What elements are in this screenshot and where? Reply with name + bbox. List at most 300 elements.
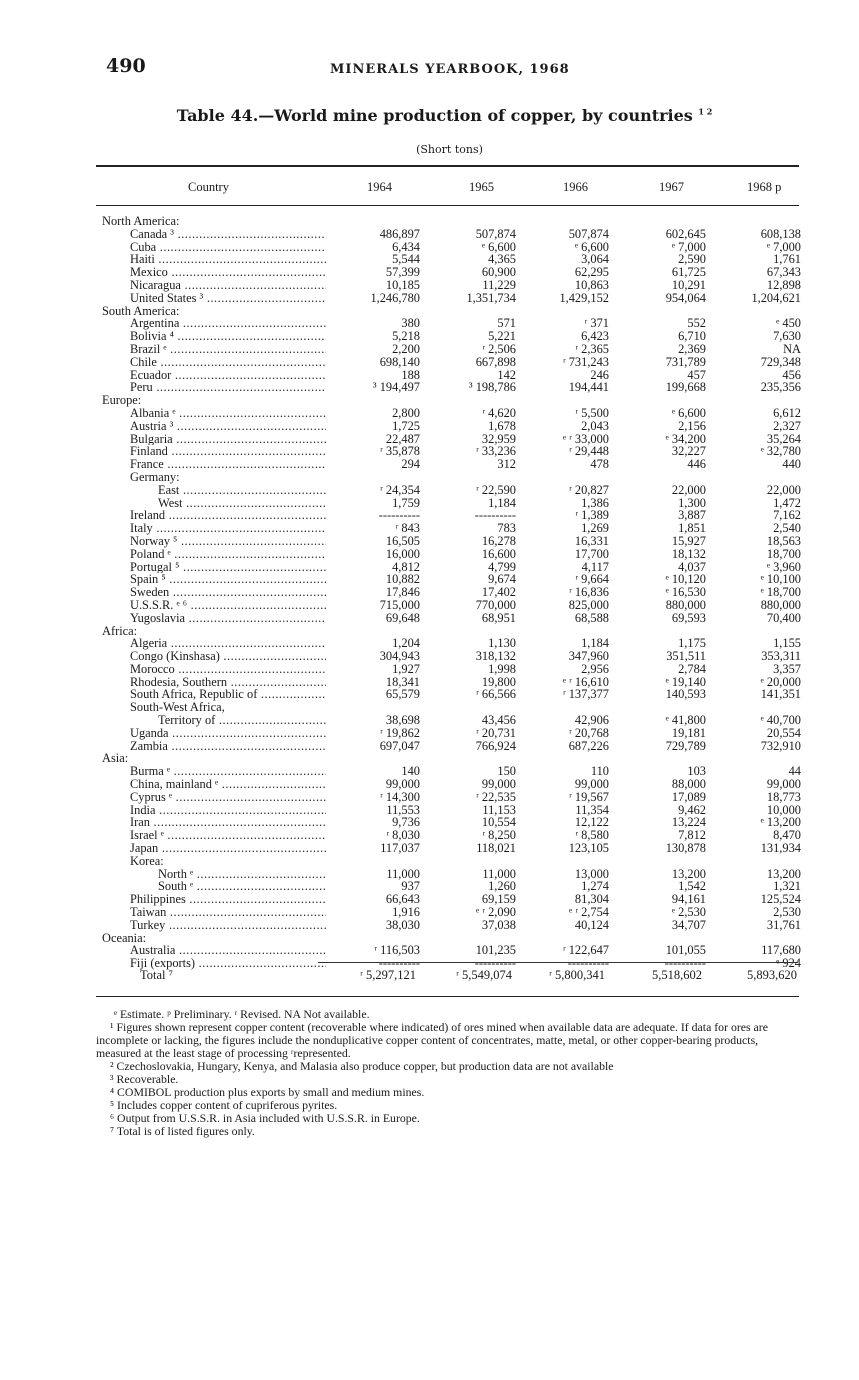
- cell-1968p: ᵉ 13,200: [760, 815, 801, 830]
- row-label: South-West Africa,: [130, 700, 225, 715]
- cell-1964: 1,927: [392, 661, 420, 676]
- table-title: [0, 106, 859, 125]
- cell-1968p: 1,155: [773, 636, 801, 651]
- table-row: [0, 305, 859, 318]
- cell-1966: 2,956: [581, 661, 609, 676]
- cell-1966: 1,274: [581, 879, 609, 894]
- row-label: Ireland .....: [130, 509, 326, 522]
- cell-1966: ᵉ ʳ 33,000: [562, 431, 609, 446]
- cell-1965: ʳ 33,236: [476, 444, 516, 459]
- total-1964: ʳ 5,297,121: [360, 968, 416, 982]
- cell-1965: 1,184: [488, 495, 516, 510]
- row-label: Australia .....: [130, 944, 326, 957]
- total-dash-line: [318, 962, 798, 964]
- row-label: Germany:: [130, 469, 180, 484]
- cell-1966: 687,226: [568, 738, 609, 753]
- cell-1966: 40,124: [574, 917, 609, 932]
- cell-1968p: 12,898: [766, 277, 801, 292]
- cell-1967: 2,156: [678, 418, 706, 433]
- cell-1965: ʳ 2,506: [482, 341, 516, 356]
- cell-1964: 16,505: [385, 533, 420, 548]
- cell-1967: 13,200: [671, 866, 706, 881]
- cell-1964: 117,037: [380, 841, 420, 856]
- cell-1965: 19,800: [481, 674, 516, 689]
- cell-1965: 43,456: [481, 713, 516, 728]
- cell-1967: 140,593: [665, 687, 706, 702]
- cell-1966: ʳ 29,448: [569, 444, 609, 459]
- cell-1964: 937: [401, 879, 420, 894]
- cell-1967: 1,175: [678, 636, 706, 651]
- footnote-3: ³ Recoverable.: [110, 1072, 179, 1086]
- row-label: Congo (Kinshasa) .....: [130, 650, 326, 663]
- cell-1965: 1,351,734: [466, 290, 516, 305]
- cell-1965: 68,951: [481, 610, 516, 625]
- table-row: [0, 330, 859, 343]
- cell-1964: 11,553: [386, 802, 420, 817]
- cell-1966: ʳ 2,365: [575, 341, 609, 356]
- cell-1965: 32,959: [481, 431, 516, 446]
- column-header-country: Country: [188, 180, 229, 194]
- cell-1967: ᵉ 41,800: [665, 713, 706, 728]
- cell-1968p: ᵉ 32,780: [760, 444, 801, 459]
- cell-1968p: 2,530: [773, 905, 801, 920]
- row-label: Spain ⁵ .....: [130, 573, 326, 586]
- cell-1964: 2,800: [392, 405, 420, 420]
- table-row: [0, 612, 859, 625]
- table-row: [0, 573, 859, 586]
- cell-1964: 18,341: [385, 674, 420, 689]
- row-label: Ecuador .....: [130, 369, 326, 382]
- cell-1966: ʳ 137,377: [562, 687, 609, 702]
- cell-1965: 4,799: [488, 559, 516, 574]
- row-label: Rhodesia, Southern .....: [130, 676, 326, 689]
- cell-1965: 11,229: [482, 277, 516, 292]
- cell-1967: 13,224: [671, 815, 706, 830]
- cell-1967: 880,000: [665, 597, 706, 612]
- table-row: [0, 906, 859, 919]
- row-label: Peru .....: [130, 381, 326, 394]
- table-row: [0, 650, 859, 663]
- cell-1964: 2,200: [392, 341, 420, 356]
- cell-1964: 5,218: [392, 329, 420, 344]
- cell-1966: ʳ 731,243: [562, 354, 609, 369]
- cell-1967: 4,037: [678, 559, 706, 574]
- cell-1965: 17,402: [481, 585, 516, 600]
- table-row: [0, 343, 859, 356]
- table-row: [0, 880, 859, 893]
- cell-1968p: 20,554: [766, 725, 801, 740]
- row-label: India .....: [130, 804, 326, 817]
- cell-1964: 22,487: [385, 431, 420, 446]
- table-row: [0, 484, 859, 497]
- cell-1964: 380: [401, 316, 420, 331]
- cell-1965: ᵉ 6,600: [481, 239, 516, 254]
- cell-1966: 3,064: [581, 252, 609, 267]
- cell-1964: ³ 194,497: [372, 380, 420, 395]
- footnote-5: ⁵ Includes copper content of cupriferous pyrites.: [110, 1098, 338, 1112]
- row-label: Nicaragua .....: [130, 279, 326, 292]
- cell-1965: ³ 198,786: [468, 380, 516, 395]
- cell-1967: 7,812: [678, 828, 706, 843]
- column-header-1966: 1966: [563, 180, 588, 194]
- cell-1965: 507,874: [475, 226, 516, 241]
- cell-1964: 16,000: [385, 546, 420, 561]
- cell-1965: 9,674: [488, 572, 516, 587]
- cell-1967: 446: [687, 457, 706, 472]
- row-label: Fiji (exports) .....: [130, 957, 326, 970]
- table-row: [0, 228, 859, 241]
- cell-1965: 10,554: [481, 815, 516, 830]
- cell-1968p: 18,563: [766, 533, 801, 548]
- cell-1966: ʳ 20,768: [569, 725, 609, 740]
- row-label: Burma ᵉ .....: [130, 765, 326, 778]
- cell-1965: 571: [497, 316, 516, 331]
- table-row: [0, 944, 859, 957]
- cell-1968p: 99,000: [766, 777, 801, 792]
- cell-1965: ʳ 4,620: [482, 405, 516, 420]
- cell-1968p: 18,700: [766, 546, 801, 561]
- cell-1965: 667,898: [475, 354, 516, 369]
- cell-1968p: 117,680: [761, 943, 801, 958]
- cell-1968p: 456: [782, 367, 801, 382]
- cell-1968p: 1,204,621: [751, 290, 801, 305]
- table-row: [0, 317, 859, 330]
- table-row: [0, 842, 859, 855]
- footnote-2: ² Czechoslovakia, Hungary, Kenya, and Malasia also produce copper, but production data are not available: [110, 1059, 614, 1073]
- cell-1965: 11,153: [482, 802, 516, 817]
- table-row: [0, 458, 859, 471]
- cell-1964: ʳ 8,030: [386, 828, 420, 843]
- cell-1967: ᵉ 16,530: [665, 585, 706, 600]
- cell-1968p: 31,761: [766, 917, 801, 932]
- cell-1964: 304,943: [379, 649, 420, 664]
- row-label: Zambia .....: [130, 740, 326, 753]
- row-label: Taiwan .....: [130, 906, 326, 919]
- cell-1964: 17,846: [385, 585, 420, 600]
- table-row: [0, 369, 859, 382]
- table-row: [0, 253, 859, 266]
- row-label: Uganda .....: [130, 727, 326, 740]
- cell-1966: ʳ 371: [584, 316, 609, 331]
- cell-1966: 1,429,152: [559, 290, 609, 305]
- cell-1965: 16,600: [481, 546, 516, 561]
- cell-1966: 11,354: [575, 802, 609, 817]
- table-row: [0, 765, 859, 778]
- cell-1967: 69,593: [671, 610, 706, 625]
- cell-1966: 246: [590, 367, 609, 382]
- cell-1966: 123,105: [568, 841, 609, 856]
- cell-1966: 6,423: [581, 329, 609, 344]
- table-top-rule: [96, 165, 799, 167]
- cell-1965: 142: [497, 367, 516, 382]
- table-row: [0, 292, 859, 305]
- cell-1966: ʳ 1,389: [575, 508, 609, 523]
- row-label: Philippines .....: [130, 893, 326, 906]
- cell-1964: 294: [401, 457, 420, 472]
- total-1966: ʳ 5,800,341: [549, 968, 605, 982]
- cell-1964: 4,812: [392, 559, 420, 574]
- table-row: [0, 420, 859, 433]
- cell-1968p: 3,357: [773, 661, 801, 676]
- running-head: MINERALS YEARBOOK, 1968: [330, 62, 570, 77]
- cell-1965: 101,235: [475, 943, 516, 958]
- table-row: [0, 804, 859, 817]
- cell-1967: 954,064: [665, 290, 706, 305]
- cell-1964: 57,399: [385, 265, 420, 280]
- row-label: Finland .....: [130, 445, 326, 458]
- cell-1964: ʳ 19,862: [380, 725, 420, 740]
- table-header: [96, 172, 799, 206]
- cell-1966: 2,043: [581, 418, 609, 433]
- cell-1967: 15,927: [671, 533, 706, 548]
- cell-1968p: 7,630: [773, 329, 801, 344]
- table-row: [0, 778, 859, 791]
- cell-1965: ʳ 20,731: [476, 725, 516, 740]
- cell-1966: 81,304: [574, 892, 609, 907]
- cell-1968p: 1,761: [773, 252, 801, 267]
- cell-1967: 729,789: [665, 738, 706, 753]
- cell-1964: 66,643: [385, 892, 420, 907]
- table-row: [0, 471, 859, 484]
- cell-1964: 1,916: [392, 905, 420, 920]
- cell-1967: 2,369: [678, 341, 706, 356]
- row-label: Canada ³ .....: [130, 228, 326, 241]
- row-label: West .....: [158, 497, 326, 510]
- cell-1968p: 35,264: [766, 431, 801, 446]
- cell-1965: 16,278: [481, 533, 516, 548]
- total-label: Total ⁷: [140, 968, 173, 982]
- table-row: [0, 599, 859, 612]
- cell-1968p: 141,351: [760, 687, 801, 702]
- cell-1965: 770,000: [475, 597, 516, 612]
- cell-1965: ᵉ ʳ 2,090: [476, 905, 516, 920]
- cell-1964: 486,897: [379, 226, 420, 241]
- cell-1964: 38,030: [385, 917, 420, 932]
- cell-1967: 94,161: [671, 892, 706, 907]
- cell-1967: 1,542: [678, 879, 706, 894]
- cell-1964: 11,000: [386, 866, 420, 881]
- cell-1968p: ᵉ 10,100: [760, 572, 801, 587]
- total-1965: ʳ 5,549,074: [456, 968, 512, 982]
- cell-1968p: ᵉ 20,000: [760, 674, 801, 689]
- table-units: (Short tons): [416, 143, 483, 156]
- cell-1968p: 70,400: [766, 610, 801, 625]
- cell-1966: ʳ 9,664: [575, 572, 609, 587]
- table-row: [0, 356, 859, 369]
- row-label: Asia:: [102, 751, 129, 766]
- footnote-6: ⁶ Output from U.S.S.R. in Asia included with U.S.S.R. in Europe.: [110, 1111, 420, 1125]
- cell-1966: ᵉ ʳ 16,610: [562, 674, 609, 689]
- table-row: [0, 561, 859, 574]
- table-title-text: Table 44.—World mine production of copper, by countries: [176, 106, 693, 125]
- cell-1968p: ᵉ 7,000: [766, 239, 801, 254]
- cell-1965: 5,221: [488, 329, 516, 344]
- table-row: [0, 752, 859, 765]
- cell-1966: 347,960: [568, 649, 609, 664]
- row-label: Haiti .....: [130, 253, 326, 266]
- cell-1966: 99,000: [574, 777, 609, 792]
- table-row: [0, 407, 859, 420]
- table-row: [0, 688, 859, 701]
- cell-1964: 10,185: [385, 277, 420, 292]
- row-label: North ᵉ .....: [158, 868, 326, 881]
- cell-1964: ʳ 843: [395, 521, 420, 536]
- cell-1966: ʳ 20,827: [569, 482, 609, 497]
- cell-1966: 42,906: [574, 713, 609, 728]
- header-bottom-rule: [96, 205, 799, 206]
- row-label: United States ³ .....: [130, 292, 326, 305]
- row-label: Yugoslavia .....: [130, 612, 326, 625]
- cell-1967: 34,707: [671, 917, 706, 932]
- cell-1966: ʳ 16,836: [569, 585, 609, 600]
- cell-1967: 18,132: [671, 546, 706, 561]
- row-label: Oceania:: [102, 930, 147, 945]
- row-label: Turkey .....: [130, 919, 326, 932]
- cell-1964: 188: [401, 367, 420, 382]
- row-label: Poland ᵉ .....: [130, 548, 326, 561]
- cell-1966: 194,441: [568, 380, 609, 395]
- cell-1966: ʳ 122,647: [562, 943, 609, 958]
- table-row: [0, 522, 859, 535]
- table-bottom-rule: [96, 996, 799, 997]
- cell-1964: 1,725: [392, 418, 420, 433]
- table-row: [0, 535, 859, 548]
- cell-1968p: ᵉ 924: [776, 956, 801, 971]
- cell-1967: 19,181: [671, 725, 706, 740]
- cell-1968p: 2,540: [773, 521, 801, 536]
- cell-1965: 60,900: [481, 265, 516, 280]
- table-row: [0, 394, 859, 407]
- table-row: [0, 637, 859, 650]
- cell-1964: 1,246,780: [370, 290, 420, 305]
- cell-1968p: 18,773: [766, 789, 801, 804]
- footnote-4: ⁴ COMIBOL production plus exports by small and medium mines.: [110, 1085, 425, 1099]
- cell-1966: 17,700: [574, 546, 609, 561]
- cell-1964: ʳ 14,300: [380, 789, 420, 804]
- table-row: [0, 816, 859, 829]
- cell-1967: ᵉ 34,200: [665, 431, 706, 446]
- cell-1967: 457: [687, 367, 706, 382]
- cell-1966: ʳ 8,580: [575, 828, 609, 843]
- cell-1966: 1,184: [581, 636, 609, 651]
- cell-1965: 766,924: [475, 738, 516, 753]
- cell-1968p: 1,321: [773, 879, 801, 894]
- row-label: Israel ᵉ .....: [130, 829, 326, 842]
- cell-1966: 4,117: [581, 559, 609, 574]
- column-header-1965: 1965: [469, 180, 494, 194]
- cell-1967: 88,000: [671, 777, 706, 792]
- cell-1968p: ᵉ 3,960: [766, 559, 801, 574]
- cell-1967: 3,887: [678, 508, 706, 523]
- cell-1968p: 235,356: [760, 380, 801, 395]
- row-label: Cyprus ᵉ .....: [130, 791, 326, 804]
- cell-1965: 1,130: [488, 636, 516, 651]
- cell-1967: 2,784: [678, 661, 706, 676]
- row-label: Argentina .....: [130, 317, 326, 330]
- cell-1968p: 6,612: [773, 405, 801, 420]
- cell-1965: 318,132: [475, 649, 516, 664]
- cell-1964: 1,204: [392, 636, 420, 651]
- cell-1968p: 7,162: [773, 508, 801, 523]
- cell-1968p: 1,472: [773, 495, 801, 510]
- cell-1968p: 13,200: [766, 866, 801, 881]
- cell-1967: 731,789: [665, 354, 706, 369]
- table-row: [0, 625, 859, 638]
- cell-1967: 130,878: [665, 841, 706, 856]
- row-label: Japan .....: [130, 842, 326, 855]
- cell-1968p: ᵉ 40,700: [760, 713, 801, 728]
- cell-1964: ----------: [378, 956, 420, 971]
- table-row: [0, 676, 859, 689]
- row-label: Brazil ᵉ .....: [130, 343, 326, 356]
- total-row: [0, 968, 859, 984]
- row-label: Cuba .....: [130, 241, 326, 254]
- row-label: U.S.S.R. ᵉ ⁶ .....: [130, 599, 326, 612]
- cell-1968p: 729,348: [760, 354, 801, 369]
- cell-1966: 478: [590, 457, 609, 472]
- cell-1967: 2,590: [678, 252, 706, 267]
- cell-1964: 140: [401, 764, 420, 779]
- table-row: [0, 740, 859, 753]
- footnote-7: ⁷ Total is of listed figures only.: [110, 1124, 255, 1138]
- row-label: North America:: [102, 214, 180, 228]
- row-label: Chile .....: [130, 356, 326, 369]
- cell-1966: 825,000: [568, 597, 609, 612]
- cell-1967: 32,227: [671, 444, 706, 459]
- cell-1965: 99,000: [481, 777, 516, 792]
- cell-1968p: 880,000: [760, 597, 801, 612]
- cell-1964: 1,759: [392, 495, 420, 510]
- cell-1964: 9,736: [392, 815, 420, 830]
- column-header-1967: 1967: [659, 180, 684, 194]
- cell-1965: ʳ 22,535: [476, 789, 516, 804]
- cell-1967: 199,668: [665, 380, 706, 395]
- cell-1964: ----------: [378, 508, 420, 523]
- cell-1966: 110: [590, 764, 609, 779]
- cell-1964: 99,000: [385, 777, 420, 792]
- table-row: [0, 663, 859, 676]
- page-number: 490: [106, 55, 146, 77]
- row-label: Morocco .....: [130, 663, 326, 676]
- cell-1966: 16,331: [574, 533, 609, 548]
- table-row: [0, 497, 859, 510]
- cell-1966: ʳ 5,500: [575, 405, 609, 420]
- cell-1968p: ᵉ 18,700: [760, 585, 801, 600]
- table-row: [0, 855, 859, 868]
- cell-1964: 10,882: [385, 572, 420, 587]
- cell-1967: 10,291: [671, 277, 706, 292]
- cell-1967: 1,300: [678, 495, 706, 510]
- row-label: Portugal ⁵ .....: [130, 561, 326, 574]
- footnote-legend: ᵉ Estimate. ᵖ Preliminary. ʳ Revised. NA Not available.: [114, 1007, 370, 1021]
- cell-1966: ᵉ ʳ 2,754: [569, 905, 609, 920]
- table-row: [0, 791, 859, 804]
- column-header-1964: 1964: [367, 180, 392, 194]
- cell-1968p: NA: [783, 341, 801, 356]
- cell-1968p: 440: [782, 457, 801, 472]
- cell-1967: 552: [687, 316, 706, 331]
- row-label: Albania ᵉ .....: [130, 407, 326, 420]
- footnotes: [96, 1008, 796, 1138]
- cell-1968p: 67,343: [766, 265, 801, 280]
- cell-1965: 118,021: [476, 841, 516, 856]
- row-label: South America:: [102, 303, 180, 318]
- cell-1965: ----------: [474, 508, 516, 523]
- row-label: Europe:: [102, 393, 142, 408]
- cell-1967: 351,511: [666, 649, 706, 664]
- row-label: Bolivia ⁴ .....: [130, 330, 326, 343]
- table-body: [0, 215, 859, 970]
